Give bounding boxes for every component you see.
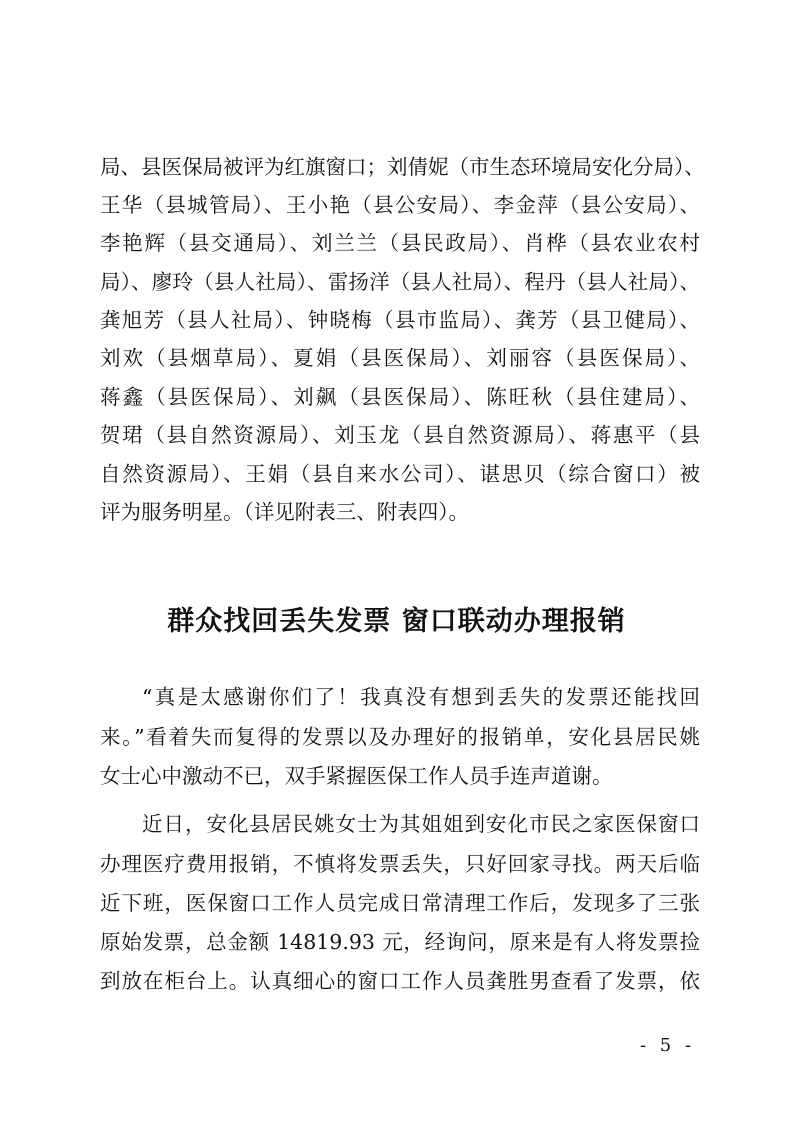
text-line: 局）、廖玲（县人社局）、雷扬洋（县人社局）、程丹（县人社局）、	[100, 270, 700, 294]
text-line: 来。”看着失而复得的发票以及办理好的报销单，安化县居民姚	[100, 725, 700, 749]
text-line: “真是太感谢你们了！我真没有想到丢失的发票还能找回	[142, 685, 700, 709]
text-line: 近日，安化县居民姚女士为其姐姐到安化市民之家医保窗口	[142, 812, 700, 836]
text-line: 自然资源局）、王娟（县自来水公司）、谌思贝（综合窗口）被	[100, 462, 700, 486]
text-line: 评为服务明星。（详见附表三、附表四）。	[100, 500, 469, 524]
text-line: 蒋鑫（县医保局）、刘飙（县医保局）、陈旺秋（县住建局）、	[100, 385, 700, 409]
text-line: 局、县医保局被评为红旗窗口；刘倩妮（市生态环境局安化分局）、	[100, 155, 705, 179]
section-heading: 群众找回丢失发票 窗口联动办理报销	[167, 606, 626, 637]
text-line: 女士心中激动不已，双手紧握医保工作人员手连声道谢。	[100, 764, 613, 788]
text-line: 李艳辉（县交通局）、刘兰兰（县民政局）、肖桦（县农业农村	[100, 231, 700, 255]
text-line: 办理医疗费用报销，不慎将发票丢失，只好回家寻找。两天后临	[100, 852, 700, 876]
text-line: 近下班，医保窗口工作人员完成日常清理工作后，发现多了三张	[100, 891, 700, 915]
text-line: 王华（县城管局）、王小艳（县公安局）、李金萍（县公安局）、	[100, 193, 700, 217]
text-line: 刘欢（县烟草局）、夏娟（县医保局）、刘丽容（县医保局）、	[100, 346, 700, 370]
page-number: - 5 -	[640, 1035, 696, 1056]
text-line: 原始发票，总金额 14819.93 元，经询问，原来是有人将发票捡	[100, 930, 700, 954]
text-line: 龚旭芳（县人社局）、钟晓梅（县市监局）、龚芳（县卫健局）、	[100, 308, 700, 332]
text-line: 贺珺（县自然资源局）、刘玉龙（县自然资源局）、蒋惠平（县	[100, 423, 700, 447]
text-line: 到放在柜台上。认真细心的窗口工作人员龚胜男查看了发票，依	[100, 969, 700, 993]
